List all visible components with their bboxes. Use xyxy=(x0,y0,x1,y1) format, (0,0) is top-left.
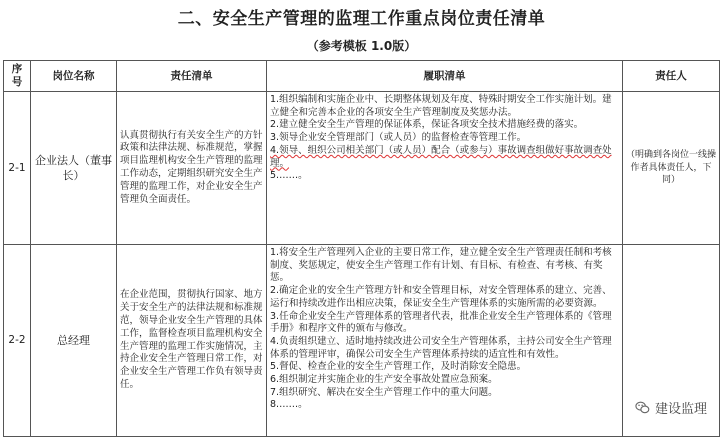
performance-item: 3.任命企业安全生产管理体系的管理者代表，批准企业安全生产管理体系的《管理手册》和程序文件的颁布与修改。 xyxy=(270,310,612,335)
performance-item: 2.建立健全安全生产管理的保证体系，保证各项安全技术措施经费的落实。 xyxy=(270,119,584,131)
performance-item: 7.组织研究、解决在安全生产管理工作中的重大问题。 xyxy=(270,386,498,398)
table-header-row xyxy=(4,61,720,92)
row-duties: 认真贯彻执行有关安全生产的方针政策和法律法规、标准规范，掌握项目监理机构安全生产管理的监理工作动态，定期组织研究安全生产管理的监理工作，对企业安全生产管理负全面责任。 xyxy=(117,92,267,245)
header-responsible: 责任人 xyxy=(623,61,720,92)
row-seq: 2-1 xyxy=(4,92,31,245)
responsibility-table xyxy=(3,60,720,437)
performance-item: 5.……。 xyxy=(270,170,308,182)
performance-item: 8.……。 xyxy=(270,399,308,411)
row-responsible: （明确到各岗位一线操作者具体责任人，下同） xyxy=(623,92,720,245)
header-position: 岗位名称 xyxy=(31,61,117,92)
row-performance xyxy=(267,245,623,437)
performance-item: 6.组织制定并实施企业的生产安全事故处置应急预案。 xyxy=(270,374,498,386)
row-position: 企业法人（董事长） xyxy=(31,92,117,245)
row-performance xyxy=(267,92,623,245)
document-title: 二、安全生产管理的监理工作重点岗位责任清单 xyxy=(177,9,546,29)
performance-item: 3.领导企业安全管理部门（或人员）的监督检查等管理工作。 xyxy=(270,132,527,144)
watermark-text: 建设监理 xyxy=(654,402,707,417)
wechat-icon xyxy=(635,400,650,415)
performance-item: 4.负责组织建立、适时地持续改进公司安全生产管理体系，主持公司安全生产管理体系的管理评审，确保公司安全生产管理体系持续的适宜性和有效性。 xyxy=(270,335,612,360)
table-row xyxy=(4,92,720,245)
header-seq: 序号 xyxy=(4,61,31,92)
row-position: 总经理 xyxy=(31,245,117,437)
row-seq: 2-2 xyxy=(4,245,31,437)
watermark xyxy=(631,397,711,418)
header-duties: 责任清单 xyxy=(117,61,267,92)
performance-item: 4.领导、组织公司相关部门（或人员）配合（或参与）事故调查组做好事故调查处理。 xyxy=(270,144,612,169)
document-subtitle: （参考模板 1.0版） xyxy=(306,39,417,53)
performance-item: 1.组织编制和实施企业中、长期整体规划及年度、特殊时期安全工作实施计划。建立健全和完善本企业的各项安全生产管理制度及奖惩办法。 xyxy=(270,94,612,118)
performance-item: 2.确定企业的安全生产管理方针和安全管理目标，对安全管理体系的建立、完善、运行和持续改进作出相应决策，保证安全生产管理体系的实施所需的必要资源。 xyxy=(270,285,612,309)
row-duties: 在企业范围，贯彻执行国家、地方关于安全生产的法律法规和标准规范，领导企业安全生产管理的具体工作，监督检查项目监理机构安全生产管理的监理工作实施情况，主持企业安全生产管理日常工作，对企业安全生产管理工作负有领导责任。 xyxy=(117,245,267,437)
table-row xyxy=(4,245,720,437)
header-performance: 履职清单 xyxy=(267,61,623,92)
performance-item: 5.督促、检查企业的安全生产管理工作，及时消除安全隐患。 xyxy=(270,361,527,373)
performance-item: 1.将安全生产管理列入企业的主要日常工作，建立健全安全生产管理责任制和考核制度、奖惩规定，使安全生产管理工作有计划、有目标、有检查、有考核、有奖惩。 xyxy=(270,247,612,284)
